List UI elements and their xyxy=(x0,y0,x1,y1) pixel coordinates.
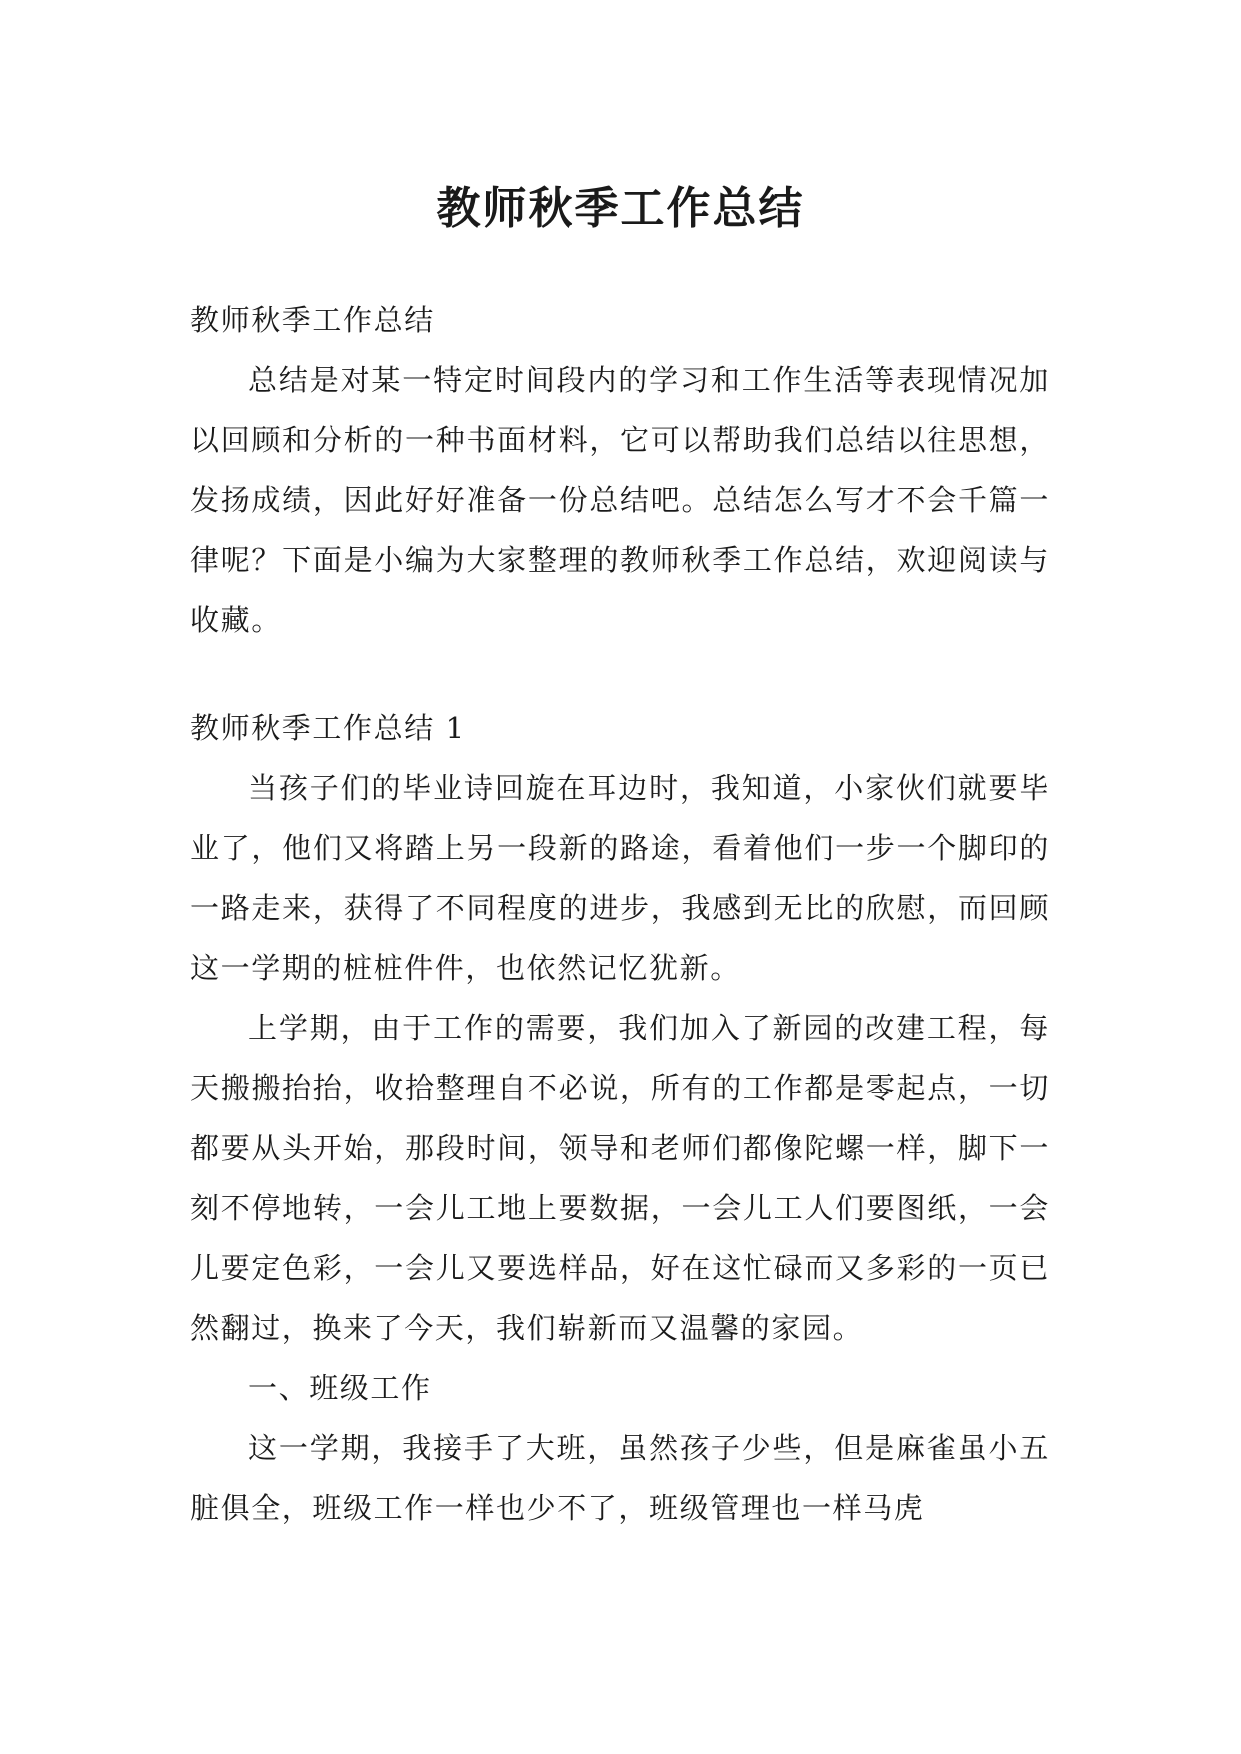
document-body xyxy=(190,290,1050,1538)
paragraph: 总结是对某一特定时间段内的学习和工作生活等表现情况加以回顾和分析的一种书面材料，它可以帮助我们总结以往思想，发扬成绩，因此好好准备一份总结吧。总结怎么写才不会千篇一律呢？下面是小编为大家整理的教师秋季工作总结，欢迎阅读与收藏。 xyxy=(190,363,1050,637)
paragraph: 上学期，由于工作的需要，我们加入了新园的改建工程，每天搬搬抬抬，收拾整理自不必说，所有的工作都是零起点，一切都要从头开始，那段时间，领导和老师们都像陀螺一样，脚下一刻不停地转，一会儿工地上要数据，一会儿工人们要图纸，一会儿要定色彩，一会儿又要选样品，好在这忙碌而又多彩的一页已然翻过，换来了今天，我们崭新而又温馨的家园。 xyxy=(190,1011,1050,1345)
section-heading: 教师秋季工作总结 1 xyxy=(190,711,466,745)
section-heading: 教师秋季工作总结 xyxy=(190,303,435,337)
document-title: 教师秋季工作总结 xyxy=(436,183,805,235)
subsection-heading: 一、班级工作 xyxy=(248,1371,432,1405)
paragraph: 这一学期，我接手了大班，虽然孩子少些，但是麻雀虽小五脏俱全，班级工作一样也少不了，班级管理也一样马虎 xyxy=(190,1431,1050,1525)
paragraph: 当孩子们的毕业诗回旋在耳边时，我知道，小家伙们就要毕业了，他们又将踏上另一段新的路途，看着他们一步一个脚印的一路走来，获得了不同程度的进步，我感到无比的欣慰，而回顾这一学期的桩桩件件，也依然记忆犹新。 xyxy=(190,771,1050,985)
blank-line xyxy=(190,650,1050,698)
